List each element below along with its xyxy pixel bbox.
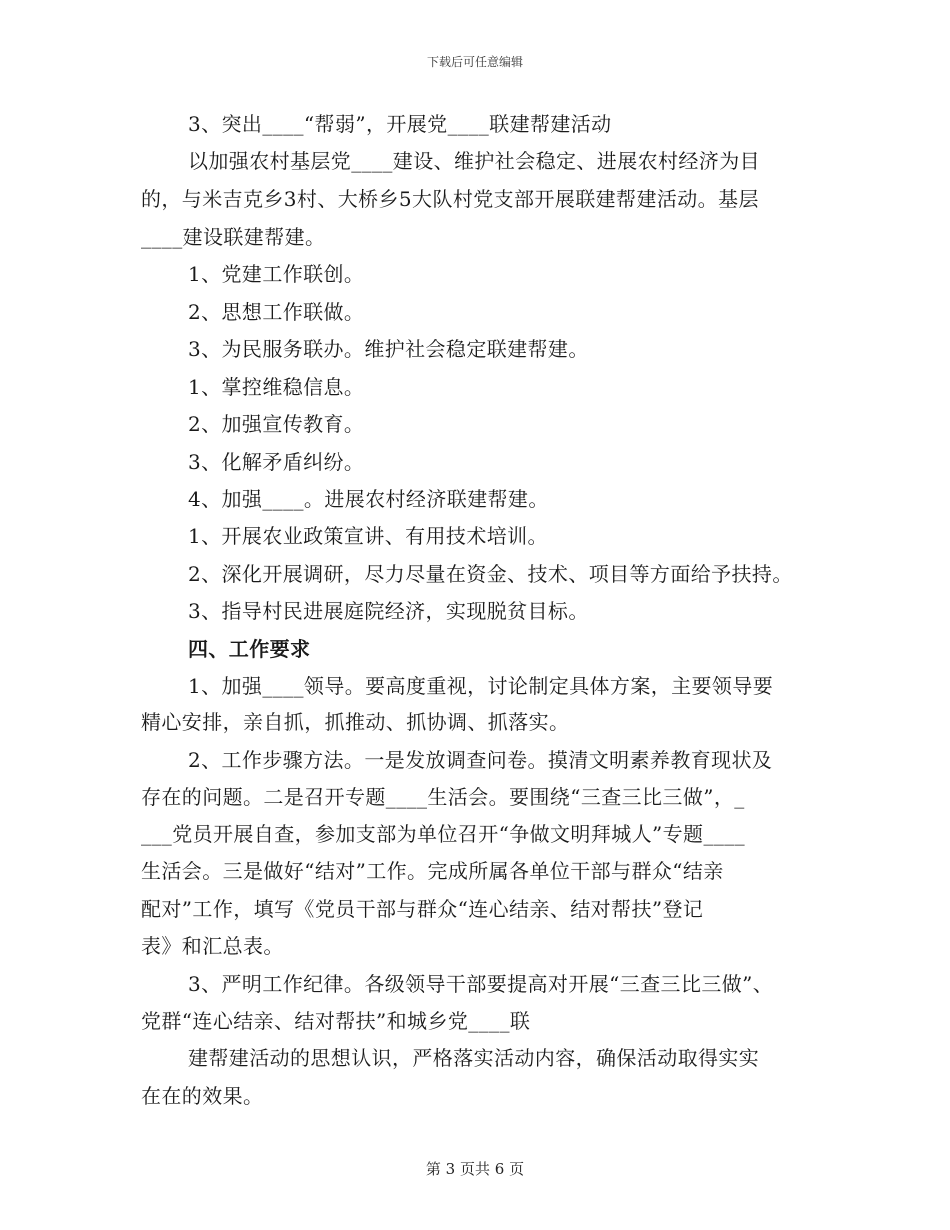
paragraph-line: 配对”工作，填写《党员干部与群众“连心结亲、结对帮扶”登记 <box>141 897 704 921</box>
paragraph-line: 建帮建活动的思想认识，严格落实活动内容，确保活动取得实实 <box>188 1046 760 1070</box>
list-item: 3、指导村民进展庭院经济，实现脱贫目标。 <box>188 599 589 623</box>
paragraph-line: 表》和汇总表。 <box>141 934 284 958</box>
paragraph-line: 精心安排，亲自抓，抓推动、抓协调、抓落实。 <box>141 710 570 734</box>
list-item: 4、加强____。进展农村经济联建帮建。 <box>188 487 549 511</box>
paragraph-line: 存在的问题。二是召开专题____生活会。要围绕“三查三比三做”，_ <box>141 785 745 809</box>
paragraph-line: 2、工作步骤方法。一是发放调查问卷。摸清文明素养教育现状及 <box>188 748 773 772</box>
paragraph-line: ___党员开展自查，参加支部为单位召开“争做文明拜城人”专题____ <box>141 822 746 846</box>
paragraph-line: 生活会。三是做好“结对”工作。完成所属各单位干部与群众“结亲 <box>141 859 724 883</box>
list-item: 1、开展农业政策宣讲、有用技术培训。 <box>188 524 548 548</box>
paragraph-line: ____建设联建帮建。 <box>141 225 326 249</box>
section-heading: 四、工作要求 <box>188 637 311 661</box>
list-item: 1、掌控维稳信息。 <box>188 375 365 399</box>
list-item: 2、加强宣传教育。 <box>188 412 365 436</box>
paragraph-line: 1、加强____领导。要高度重视，讨论制定具体方案，主要领导要 <box>188 674 774 698</box>
page-header: 下载后可任意编辑 <box>426 55 523 69</box>
list-item: 3、化解矛盾纠纷。 <box>188 450 365 474</box>
section-item-3: 3、突出____“帮弱”，开展党____联建帮建活动 <box>188 112 612 136</box>
paragraph-line: 以加强农村基层党____建设、维护社会稳定、进展农村经济为目 <box>188 149 760 173</box>
paragraph-line: 3、严明工作纪律。各级领导干部要提高对开展“三查三比三做”、 <box>188 972 774 996</box>
list-item: 1、党建工作联创。 <box>188 262 365 286</box>
list-item: 3、为民服务联办。维护社会稳定联建帮建。 <box>188 337 589 361</box>
paragraph-line: 的，与米吉克乡3村、大桥乡5大队村党支部开展联建帮建活动。基层 <box>141 187 759 211</box>
paragraph-line: 党群“连心结亲、结对帮扶”和城乡党____联 <box>141 1009 531 1033</box>
paragraph-line: 在在的效果。 <box>141 1084 264 1108</box>
list-item: 2、深化开展调研，尽力尽量在资金、技术、项目等方面给予扶持。 <box>188 562 793 586</box>
list-item: 2、思想工作联做。 <box>188 300 365 324</box>
page-footer: 第 3 页共 6 页 <box>425 1160 525 1178</box>
